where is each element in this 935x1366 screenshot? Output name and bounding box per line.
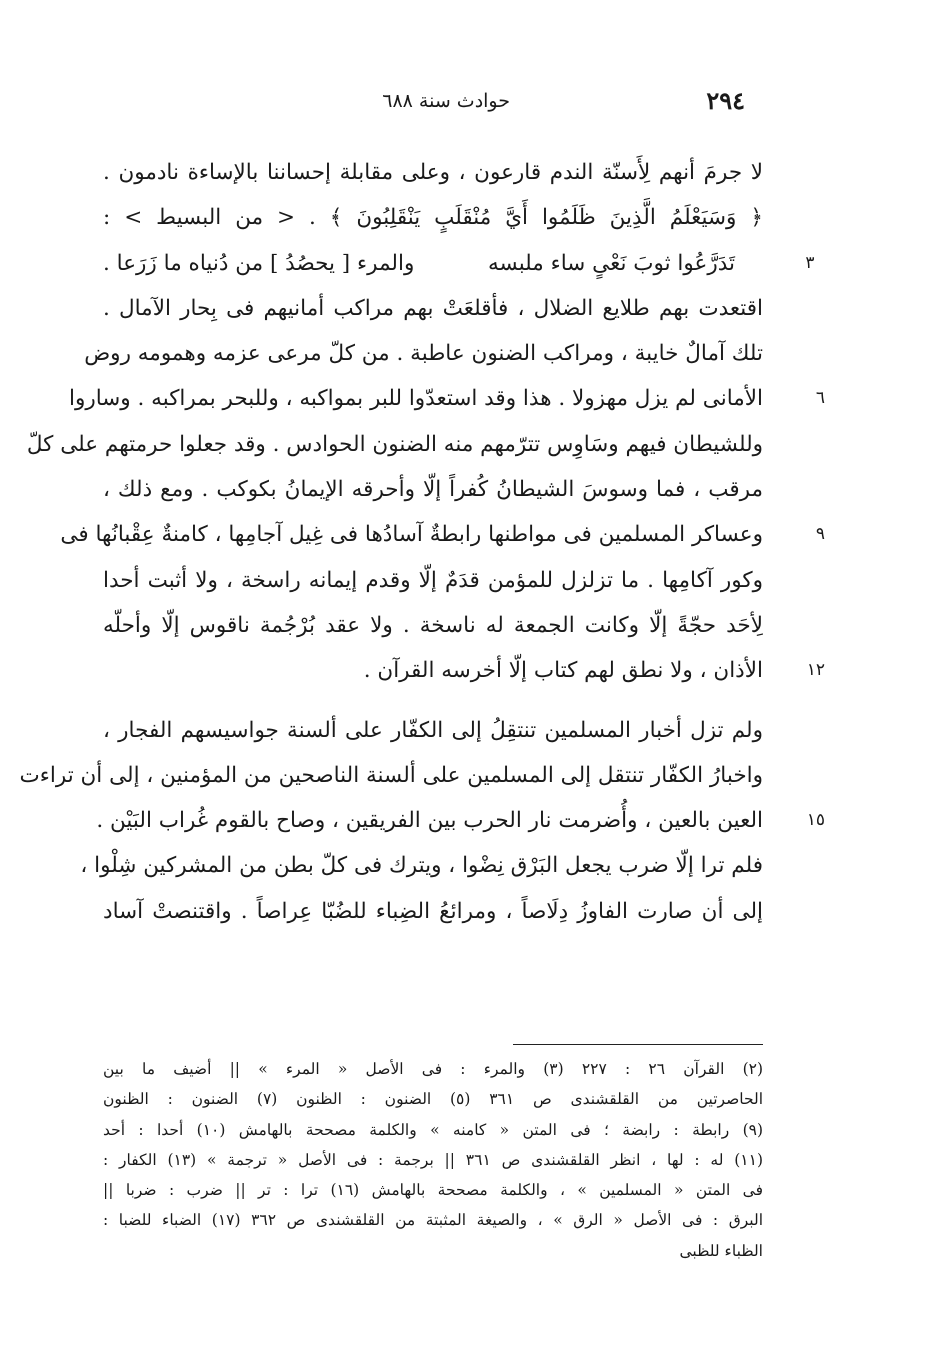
text-line [103, 889, 763, 934]
footnote-divider [513, 1044, 763, 1045]
text-line [103, 195, 763, 240]
line-text: تلك آمالٌ خايبة ، ومراكب الضنون عاطبة . من كلّ مرعى عزمه وهمومه روض [84, 341, 763, 367]
line-text: الأذان ، ولا نطق لهم كتاب إلّا أخرسه القرآن . [363, 658, 763, 684]
text-line [103, 467, 763, 512]
line-text: الأمانى لم يزل مهزولا . هذا وقد استعدّوا للبر بمواكبه ، وللبحر بمراكبه . وساروا [68, 386, 763, 412]
footnote-text: (١١) له : لها ، انظر القلقشندى ص ٣٦١ || برجمة : فى الأصل « ترجمة » (١٣) الكفار : [103, 1150, 763, 1169]
page-number: ٢٩٤ [706, 86, 745, 115]
line-text: مرقب ، فما وسوسَ الشيطانُ كُفراً إلّا وأحرقه الإيمانُ بكوكب . ومع ذلك ، [103, 477, 763, 503]
line-text: ولم تزل أخبار المسلمين تنتقِلُ إلى الكفّار على ألسنة جواسيسهم الفجار ، [103, 717, 763, 743]
line-number: ١٥ [806, 810, 825, 831]
text-line [26, 422, 763, 467]
footnote-line [103, 1084, 763, 1114]
main-text [19, 150, 825, 934]
line-text: لا جرمَ أنهم لِأَسنّة الندم قارعون ، وعلى مقابلة إحساننا بالإساءة نادمون . [103, 160, 763, 185]
text-line [103, 648, 825, 693]
line-text: اقتعدت بهم طلايع الضلال ، فأقلعَتْ بهم مراكب أمانيهم فى بِحار الآمال . [103, 295, 763, 321]
text-line [103, 603, 763, 648]
footnote-line [103, 1054, 763, 1084]
line-text: واخبارُ الكفّار تنتقل إلى المسلمين على ألسنة الناصحين من المؤمنين ، إلى أن تراءت [19, 762, 763, 788]
text-line [60, 512, 825, 557]
footnote-text: (٩) رابطة : رابضة ؛ فى المتن « كامنه » والكلمة مصححة بالهامش (١٠) أحدا : أحد [103, 1120, 764, 1139]
footnotes [103, 1054, 763, 1266]
line-number: ٦ [815, 388, 825, 409]
verse-hemistich-first: تَدَرَّعُوا ثوبَ نَعْىٍ ساء ملبسه [487, 250, 735, 276]
footnote-line [103, 1145, 763, 1175]
footnote-text: الظباء للظبى [679, 1241, 763, 1260]
line-text: ﴿ وَسَيَعْلَمُ الَّذِينَ ظَلَمُوا أَيَّ مُنْقَلَبٍ يَنْقَلِبُونَ ﴾ . < من البسيط > : [103, 205, 763, 231]
footnote-text: فى المتن « المسلمين » ، والكلمة مصححة بالهامش (١٦) ترا : تر || ضرب : ضربا || [103, 1181, 764, 1200]
line-text: وللشيطان فيهم وسَاوِس تترّمهم منه الضنون الحوادس . وقد جعلوا حرمتهم على كلّ [26, 431, 763, 457]
text-line [103, 708, 763, 753]
line-text: إلى أن صارت الفاوزُ دِلَاصاً ، ومرائعُ الضِباء للضُبّا عِراصاً . واقتنصتْ آساد [103, 898, 763, 924]
running-title: حوادث سنة ٦٨٨ [382, 90, 510, 112]
footnote-text: البرق : فى الأصل « الرق » ، والصيغة المثبتة من القلقشندى ص ٣٦٢ (١٧) الضباء للضبا : [103, 1211, 763, 1230]
footnote-line [103, 1175, 763, 1205]
text-line [103, 150, 763, 195]
line-number: ٩ [815, 524, 825, 545]
page-header [0, 86, 935, 126]
verse-hemistich-second: والمرء [ يحصُدُ ] من دُنياه ما زَرَعا . [103, 250, 415, 276]
line-text: العين بالعين ، وأُضرمت نار الحرب بين الفريقين ، وصاح بالقوم غُراب البَيْن . [96, 808, 763, 834]
footnote-line [103, 1205, 763, 1235]
footnote-line [103, 1236, 763, 1266]
footnote-text: الحاصرتين من القلقشندى ص ٣٦١ (٥) الضنون : الظنون (٧) الضنون : الظنون [103, 1090, 763, 1109]
line-text: لِأحَد حجّةً إلّا وكانت الجمعة له ناسخة . ولا عقد بُرْجُمة ناقوس إلّا وأحلّه [103, 612, 763, 638]
line-text: وكور آكامِها . ما تزلزل للمؤمن قدَمٌ إلّا وقدم إيمانه راسخة ، ولا أثبت أحدا [103, 567, 763, 593]
text-line [103, 286, 763, 331]
text-line [96, 798, 825, 843]
text-line [103, 558, 763, 603]
footnote-line [103, 1115, 763, 1145]
text-line [68, 376, 825, 421]
line-number: ٣ [805, 252, 815, 273]
line-number: ١٢ [806, 660, 825, 681]
line-text: فلم ترا إلّا ضرب يجعل البَرْق نِضْوا ، ويترك فى كلّ بطن من المشركين شِلْوا ، [80, 853, 763, 879]
text-line [19, 753, 763, 798]
text-line [84, 331, 763, 376]
verse-line [103, 241, 815, 286]
text-line [80, 843, 763, 888]
footnote-text: (٢) القرآن ٢٦ : ٢٢٧ (٣) والمرء : فى الأصل « المرء » || أضيف ما بين [103, 1060, 764, 1078]
line-text: وعساكر المسلمين فى مواطنها رابطةٌ آسادُها فى غِيل آجامِها ، كامنةٌ عِقْبانُها فى [60, 522, 763, 548]
